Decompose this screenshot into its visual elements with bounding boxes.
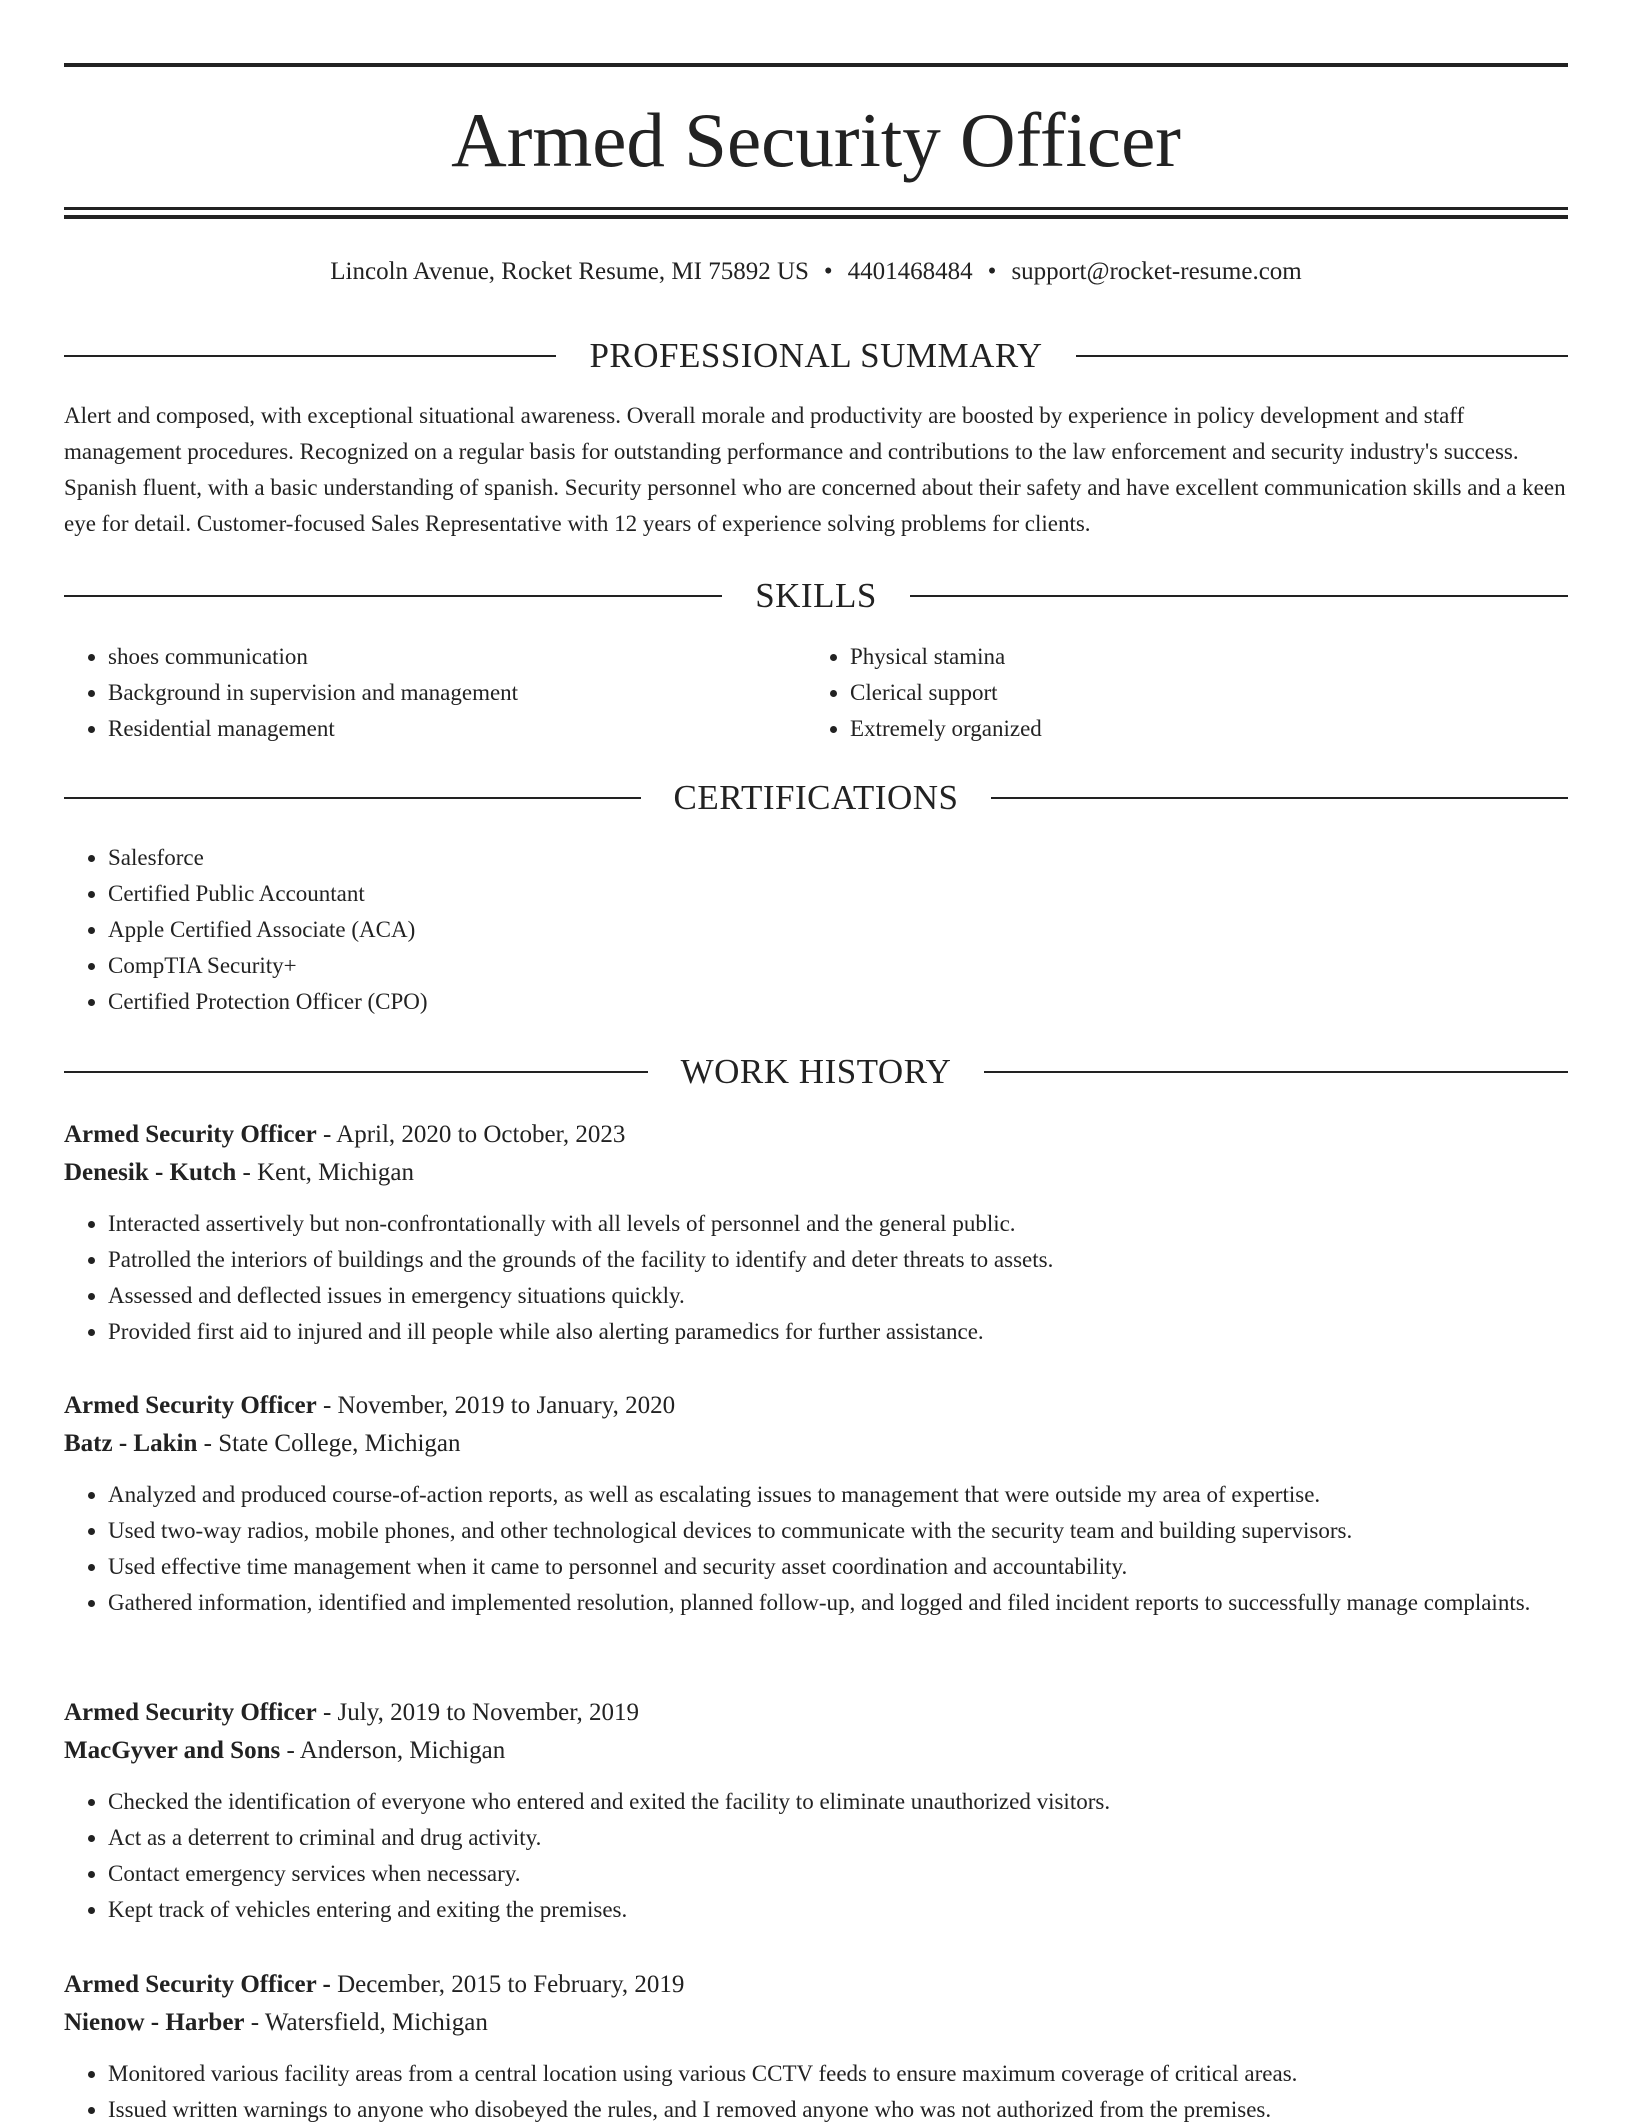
skills-heading [64,574,1568,618]
certification-item: • Certified Protection Officer (CPO) [108,984,1568,1020]
header-rule-upper [64,207,1568,210]
job-company: Denesik - Kutch [64,1159,237,1186]
skill-item: • Residential management [108,711,804,747]
summary-heading [64,334,1568,378]
section-title: SKILLS [755,576,877,615]
job-bullet: • Provided first aid to injured and ill people while also alerting paramedics for further assistance. [108,1314,1568,1350]
header-rule-lower [64,215,1568,219]
skill-item: • Clerical support [850,675,1546,711]
job-bullet: • Act as a deterrent to criminal and drug activity. [108,1820,1568,1856]
job-bullet: • Patrolled the interiors of buildings and the grounds of the facility to identify and deter threats to assets. [108,1242,1568,1278]
job-bullet: • Contact emergency services when necessary. [108,1856,1568,1892]
job-entry [64,1116,1568,1350]
job-role: Armed Security Officer [64,1699,317,1726]
job-company-line [64,1425,1568,1463]
heading-rule-left [64,595,722,597]
contact-line [64,254,1568,290]
job-title-line [64,1966,1568,2004]
heading-rule-right [984,1071,1568,1073]
section-title: PROFESSIONAL SUMMARY [589,336,1043,375]
job-company: Nienow - Harber [64,2009,245,2036]
job-location: Watersfield, Michigan [264,2009,488,2036]
job-dates: November, 2019 to January, 2020 [337,1392,676,1419]
job-bullet: • Used effective time management when it came to personnel and security asset coordination and accountability. [108,1549,1568,1585]
top-rule [64,63,1568,67]
contact-email: support@rocket-resume.com [1011,258,1302,285]
job-role: Armed Security Officer [64,1392,317,1419]
contact-separator: • [987,258,997,285]
certification-item: • CompTIA Security+ [108,948,1568,984]
contact-address: Lincoln Avenue, Rocket Resume, MI 75892 US [330,258,809,285]
job-company-line [64,2004,1568,2042]
job-role: Armed Security Officer [64,1121,317,1148]
job-bullet: • Issued written warnings to anyone who disobeyed the rules, and I removed anyone who was not authorized from the premises. [108,2092,1568,2128]
skills-column-right [806,639,1546,747]
certification-item: • Apple Certified Associate (ACA) [108,912,1568,948]
certifications-heading [64,776,1568,820]
section-title: CERTIFICATIONS [673,778,959,817]
job-dash: - [197,1430,219,1457]
job-location: State College, Michigan [218,1430,461,1457]
job-company: Batz - Lakin [64,1430,198,1457]
job-bullet: • Monitored various facility areas from a central location using various CCTV feeds to ensure maximum coverage of critical areas. [108,2056,1568,2092]
job-dash: - [280,1737,300,1764]
work-history-heading [64,1050,1568,1094]
certification-item: • Certified Public Accountant [108,876,1568,912]
job-entry [64,1387,1568,1621]
job-title-line [64,1387,1568,1425]
summary-text: Alert and composed, with exceptional situational awareness. Overall morale and productivity are boosted by experience in policy development and staff management procedures. Recognized on a regular basis for outstanding performance and contributions to the law enforcement and security industry's success. Spanish fluent, with a basic understanding of spanish. Security personnel who are concerned about their safety and have excellent communication skills and a keen eye for detail. Customer-focused Sales Representative with 12 years of experience solving problems for clients. [64,403,1566,536]
job-company-line [64,1154,1568,1192]
job-dates: December, 2015 to February, 2019 [337,1971,685,1998]
job-bullet: • Gathered information, identified and implemented resolution, planned follow-up, and logged and filed incident reports to successfully manage complaints. [108,1585,1568,1621]
certifications-list [64,840,1568,1020]
job-company-line [64,1732,1568,1770]
job-bullet: • Assessed and deflected issues in emergency situations quickly. [108,1278,1568,1314]
skill-item: • shoes communication [108,639,804,675]
section-title: WORK HISTORY [680,1052,952,1091]
skill-item: • Physical stamina [850,639,1546,675]
job-dash: - [236,1159,258,1186]
job-bullet: • Checked the identification of everyone who entered and exited the facility to eliminate unauthorized visitors. [108,1784,1568,1820]
job-bullet: • Analyzed and produced course-of-action reports, as well as escalating issues to management that were outside my area of expertise. [108,1477,1568,1513]
job-bullet: • Used two-way radios, mobile phones, and other technological devices to communicate with the security team and building supervisors. [108,1513,1568,1549]
skill-item: • Extremely organized [850,711,1546,747]
job-dash: - [316,1392,338,1419]
job-bullet: • Interacted assertively but non-confrontationally with all levels of personnel and the general public. [108,1206,1568,1242]
contact-separator: • [823,258,833,285]
heading-rule-left [64,355,556,357]
heading-rule-left [64,797,641,799]
job-dash: - [316,1971,338,1998]
resume-name: Armed Security Officer [451,97,1181,183]
skills-column-left [64,639,804,747]
job-dash: - [316,1699,338,1726]
job-bullet: • Kept track of vehicles entering and exiting the premises. [108,1892,1568,1928]
skill-item: • Background in supervision and management [108,675,804,711]
job-role: Armed Security Officer [64,1971,317,1998]
heading-rule-right [910,595,1568,597]
contact-phone: 4401468484 [847,258,973,285]
job-title-line [64,1694,1568,1732]
job-dates: July, 2019 to November, 2019 [337,1699,640,1726]
job-company: MacGyver and Sons [64,1737,281,1764]
heading-rule-right [991,797,1568,799]
certification-item: • Salesforce [108,840,1568,876]
job-dash: - [316,1121,337,1148]
job-entry [64,1694,1568,1928]
job-location: Anderson, Michigan [299,1737,506,1764]
job-entry [64,1966,1568,2128]
job-location: Kent, Michigan [257,1159,414,1186]
heading-rule-right [1076,355,1568,357]
job-dash: - [244,2009,265,2036]
job-dates: April, 2020 to October, 2023 [336,1121,626,1148]
heading-rule-left [64,1071,648,1073]
job-title-line [64,1116,1568,1154]
